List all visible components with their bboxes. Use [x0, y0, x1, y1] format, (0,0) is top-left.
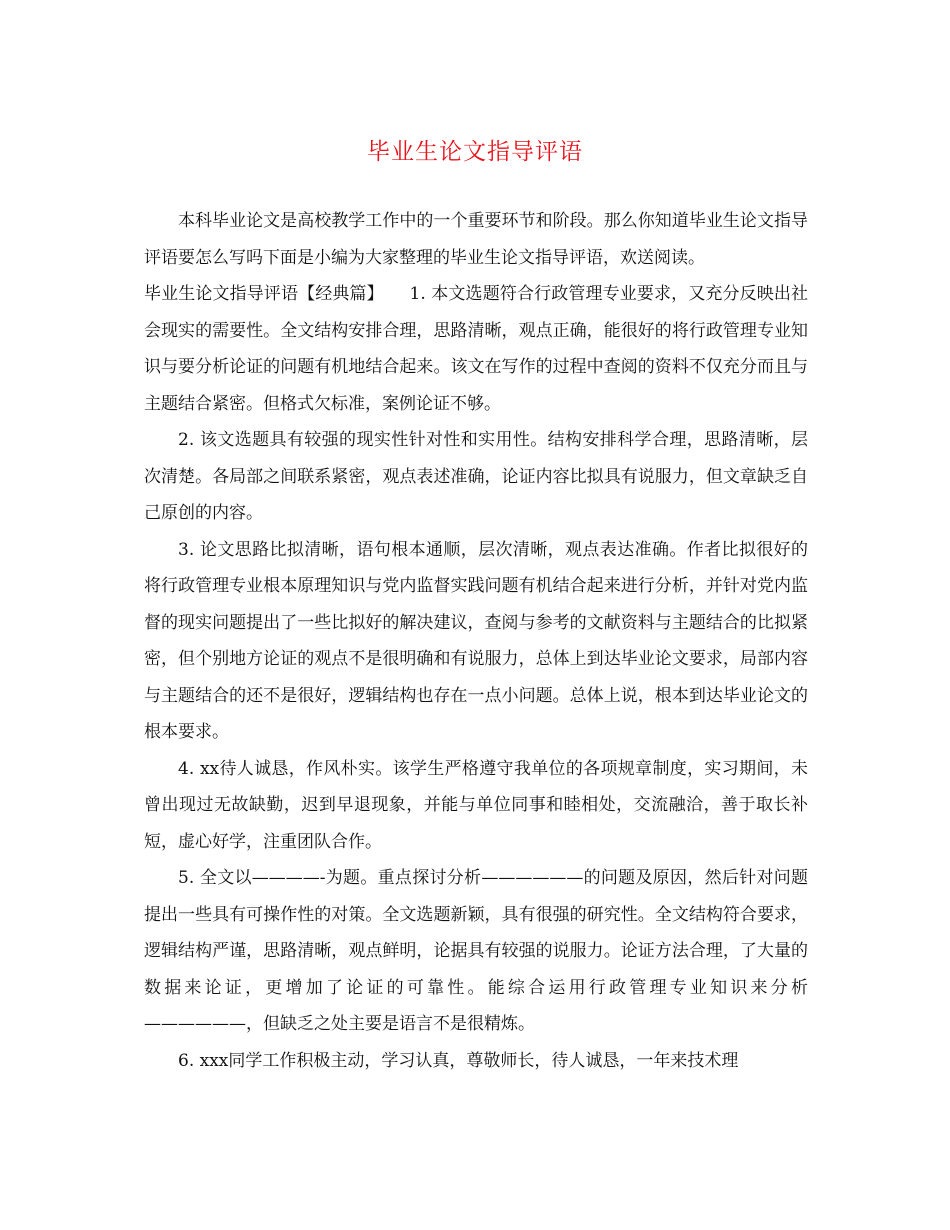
paragraph-intro: 本科毕业论文是高校教学工作中的一个重要环节和阶段。那么你知道毕业生论文指导评语要怎么写吗下面是小编为大家整理的毕业生论文指导评语，欢送阅读。 [144, 211, 808, 268]
paragraph-section-1: 毕业生论文指导评语【经典篇】 1. 本文选题符合行政管理专业要求，又充分反映出社会现实的需要性。全文结构安排合理，思路清晰，观点正确，能很好的将行政管理专业知识与要分析论证的问题有机地结合起来。该文在写作的过程中查阅的资料不仅充分而且与主题结合紧密。但格式欠标准，案例论证不够。 [144, 284, 808, 414]
paragraph-3: 3. 论文思路比拟清晰，语句根本通顺，层次清晰，观点表达准确。作者比拟很好的将行政管理专业根本原理知识与党内监督实践问题有机结合起来进行分析，并针对党内监督的现实问题提出了一些比拟好的解决建议，查阅与参考的文献资料与主题结合的比拟紧密，但个别地方论证的观点不是很明确和有说服力，总体上到达毕业论文要求，局部内容与主题结合的还不是很好，逻辑结构也存在一点小问题。总体上说，根本到达毕业论文的根本要求。 [144, 539, 808, 742]
paragraph-5: 5. 全文以————-为题。重点探讨分析——————的问题及原因，然后针对问题提出一些具有可操作性的对策。全文选题新颖，具有很强的研究性。全文结构符合要求，逻辑结构严谨，思路清晰，观点鲜明，论据具有较强的说服力。论证方法合理，了大量的数据来论证，更增加了论证的可靠性。能综合运用行政管理专业知识来分析——————，但缺乏之处主要是语言不是很精炼。 [144, 868, 808, 1034]
paragraph-4: 4. xx待人诚恳，作风朴实。该学生严格遵守我单位的各项规章制度，实习期间，未曾出现过无故缺勤，迟到早退现象，并能与单位同事和睦相处，交流融洽，善于取长补短，虚心好学，注重团队合作。 [144, 758, 808, 852]
paragraph-2: 2. 该文选题具有较强的现实性针对性和实用性。结构安排科学合理，思路清晰，层次清楚。各局部之间联系紧密，观点表述准确，论证内容比拟具有说服力，但文章缺乏自己原创的内容。 [144, 430, 808, 523]
document-body [144, 203, 808, 1079]
paragraph-6: 6. xxx同学工作积极主动，学习认真，尊敬师长，待人诚恳，一年来技术理 [178, 1050, 739, 1071]
document-title: 毕业生论文指导评语 [367, 139, 583, 165]
